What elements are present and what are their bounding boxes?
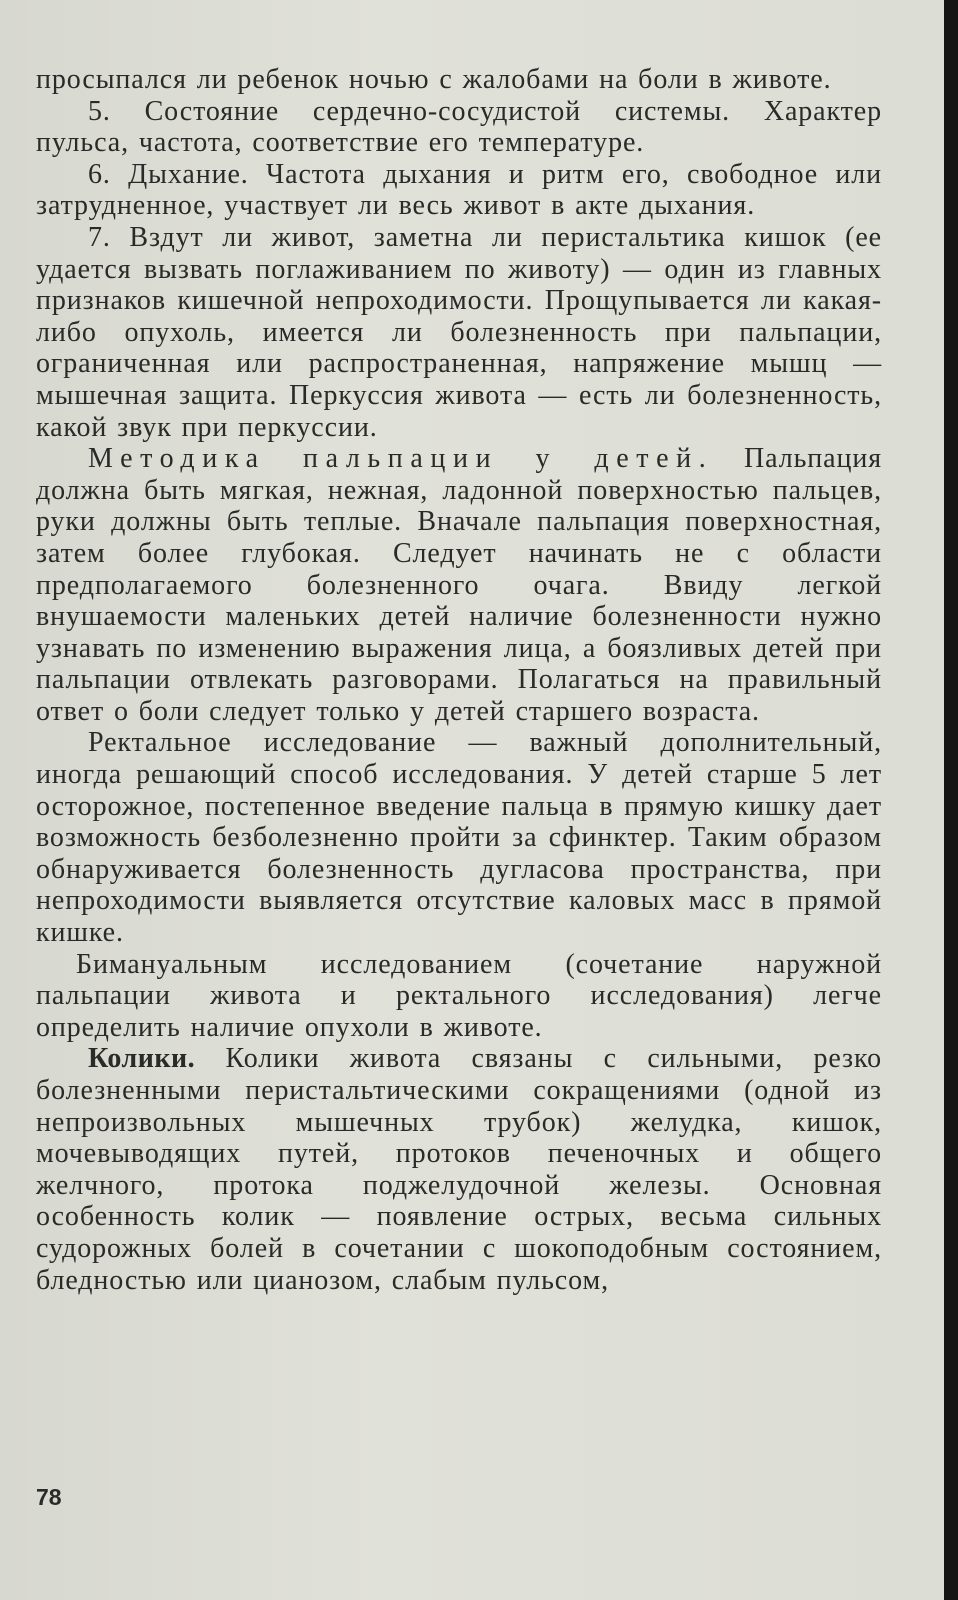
paragraph-bimanual: Бимануальным исследованием (сочетание наружной пальпации живота и ректального исследования) легче определить наличие опухоли в животе. [36, 948, 882, 1043]
paragraph-cardiovascular: 5. Состояние сердечно-сосудистой системы. Характер пульса, частота, соответствие его температуре. [36, 95, 882, 159]
paragraph-continuation: просыпался ли ребенок ночью с жалобами на боли в животе. [36, 64, 832, 95]
paragraph-breathing: 6. Дыхание. Частота дыхания и ритм его, свободное или затрудненное, участвует ли весь живот в акте дыхания. [36, 158, 882, 222]
palpation-body: Пальпация должна быть мягкая, нежная, ладонной поверхностью пальцев, руки должны быть теплые. Вначале пальпация поверхностная, затем более глубокая. Следует начинать не с области предполагаемого болезненного очага. Ввиду легкой внушаемости маленьких детей наличие болезненности нужно узнавать по изменению выражения лица, а боязливых детей при пальпации отвлекать разговорами. Полагаться на правильный ответ о боли следует только у детей старшего возраста. [36, 443, 882, 727]
page-text [36, 64, 882, 1296]
colic-body: Колики живота связаны с сильными, резко болезненными перистальтическими сокращениями (одной из непроизвольных мышечных трубок) желудка, кишок, мочевыводящих путей, протоков печеночных и общего желчного, протока поджелудочной железы. Основная особенность колик — появление острых, весьма сильных судорожных болей в сочетании с шокоподобным состоянием, бледностью или цианозом, слабым пульсом, [36, 1043, 882, 1296]
paragraph-colic [36, 1043, 882, 1296]
scan-edge [944, 0, 958, 1600]
paragraph-rectal: Ректальное исследование — важный дополнительный, иногда решающий способ исследования. У детей старше 5 лет осторожное, постепенное введение пальца в прямую кишку дает возможность безболезненно пройти за сфинктер. Таким образом обнаруживается болезненность дугласова пространства, при непроходимости выявляется отсутствие каловых масс в прямой кишке. [36, 727, 882, 949]
page-number: 78 [36, 1484, 62, 1510]
paragraph-abdomen: 7. Вздут ли живот, заметна ли перистальтика кишок (ее удается вызвать поглаживанием по животу) — один из главных признаков кишечной непроходимости. Прощупывается ли какая-либо опухоль, имеется ли болезненность при пальпации, ограниченная или распространенная, напряжение мышц — мышечная защита. Перкуссия живота — есть ли болезненность, какой звук при перкуссии. [36, 221, 882, 443]
paragraph-palpation [36, 443, 882, 727]
palpation-heading: Методика пальпации у детей. [88, 443, 714, 475]
colic-heading: Колики. [88, 1043, 196, 1075]
